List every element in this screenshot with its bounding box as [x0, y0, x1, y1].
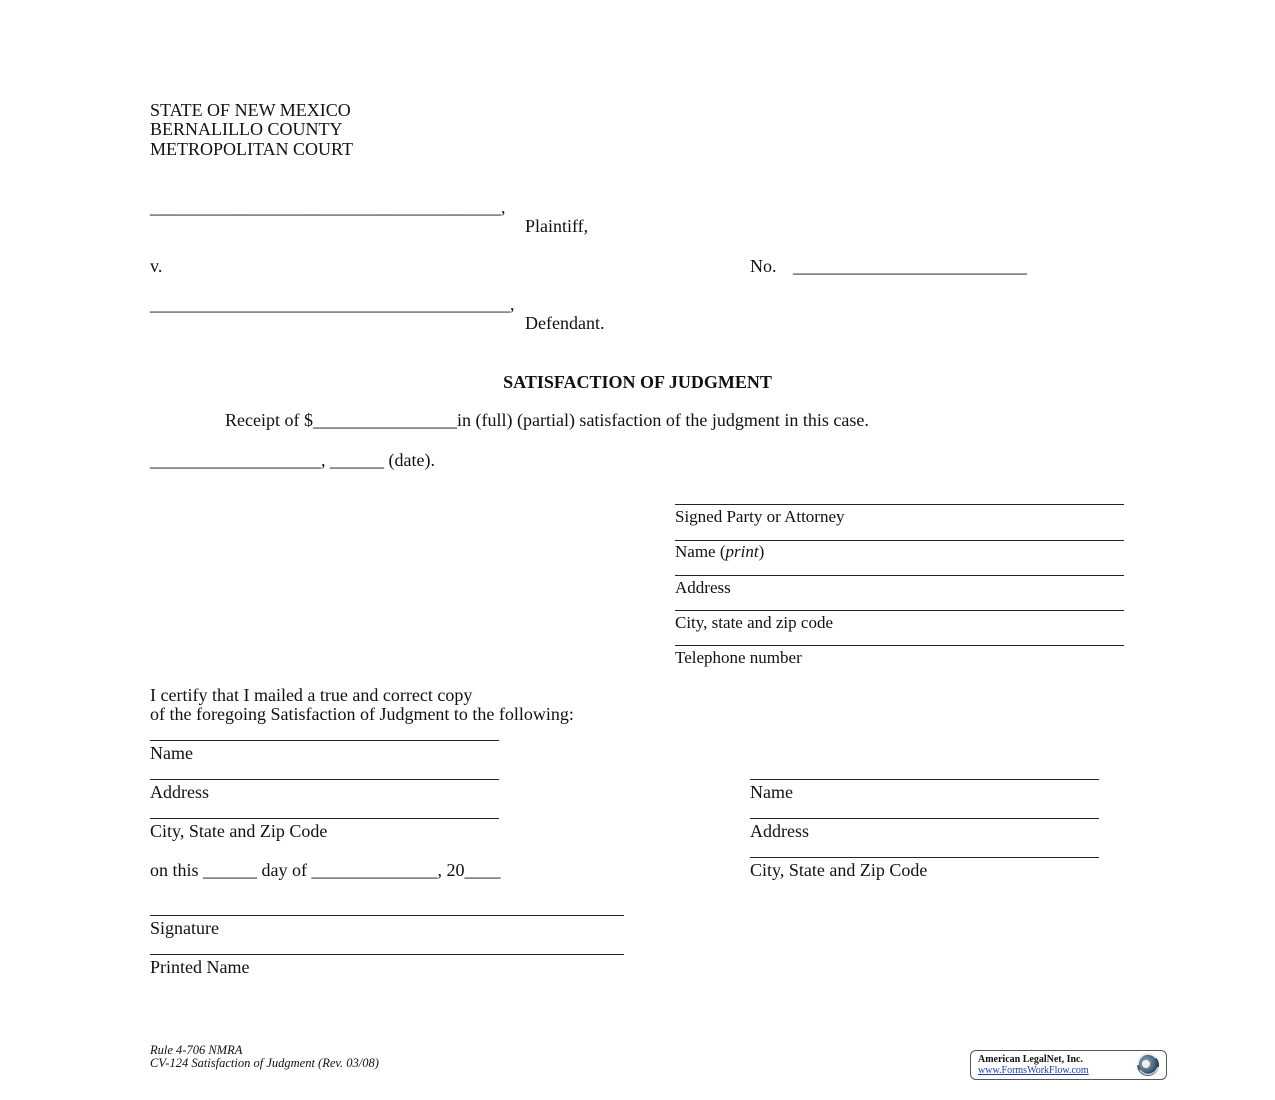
publisher-name: American LegalNet, Inc.: [978, 1054, 1083, 1065]
versus-label: v.: [150, 256, 163, 276]
certifier-signature-label: Signature: [150, 918, 219, 938]
print-name-label-suffix: ): [758, 542, 765, 561]
recipient1-city-line[interactable]: [150, 818, 499, 819]
certificate-line-2: of the foregoing Satisfaction of Judgment to the following:: [150, 704, 574, 724]
receipt-date-line[interactable]: ___________________, ______ (date).: [150, 450, 435, 470]
mailing-date-line[interactable]: on this ______ day of ______________, 20____: [150, 860, 501, 880]
recipient1-name-label: Name: [150, 743, 193, 763]
signed-party-line[interactable]: [675, 504, 1124, 505]
document-title: SATISFACTION OF JUDGMENT: [503, 372, 772, 392]
court-state: STATE OF NEW MEXICO: [150, 100, 351, 120]
recipient2-city-label: City, State and Zip Code: [750, 860, 928, 880]
court-name: METROPOLITAN COURT: [150, 139, 353, 159]
print-name-label-italic: print: [725, 542, 759, 561]
receipt-amount-field[interactable]: ________________: [312, 410, 457, 430]
recipient2-name-line[interactable]: [750, 779, 1099, 780]
court-county: BERNALILLO COUNTY: [150, 119, 343, 139]
signer-phone-line[interactable]: [675, 645, 1124, 646]
publisher-link[interactable]: www.FormsWorkFlow.com: [978, 1065, 1089, 1076]
print-name-label-prefix: Name (: [675, 542, 726, 561]
footer-form-id: CV-124 Satisfaction of Judgment (Rev. 03/08): [150, 1056, 379, 1070]
print-name-line[interactable]: [675, 540, 1124, 541]
plaintiff-label: Plaintiff,: [525, 216, 589, 236]
receipt-prefix: Receipt of $: [225, 410, 313, 430]
recipient1-address-line[interactable]: [150, 779, 499, 780]
certifier-printed-name-line[interactable]: [150, 954, 624, 955]
recipient2-name-label: Name: [750, 782, 793, 802]
case-number-label: No.: [750, 256, 777, 276]
defendant-blank[interactable]: ________________________________________,: [150, 294, 515, 314]
signed-party-label: Signed Party or Attorney: [675, 507, 845, 526]
recipient1-city-label: City, State and Zip Code: [150, 821, 328, 841]
receipt-statement: [225, 410, 869, 430]
defendant-label: Defendant.: [525, 313, 605, 333]
signer-city-label: City, state and zip code: [675, 613, 833, 632]
case-number-field[interactable]: __________________________: [793, 256, 1027, 276]
footer-rule: Rule 4-706 NMRA: [150, 1043, 243, 1057]
publisher-badge: [970, 1050, 1167, 1080]
recipient1-address-label: Address: [150, 782, 209, 802]
signer-address-line[interactable]: [675, 575, 1124, 576]
plaintiff-blank[interactable]: _______________________________________,: [150, 197, 506, 217]
signer-address-label: Address: [675, 578, 731, 597]
recipient2-city-line[interactable]: [750, 857, 1099, 858]
certifier-printed-name-label: Printed Name: [150, 957, 250, 977]
certificate-line-1: I certify that I mailed a true and correct copy: [150, 685, 473, 705]
globe-logo-icon: [1132, 1053, 1162, 1077]
recipient2-address-line[interactable]: [750, 818, 1099, 819]
recipient2-address-label: Address: [750, 821, 809, 841]
signer-phone-label: Telephone number: [675, 648, 802, 667]
receipt-suffix: in (full) (partial) satisfaction of the judgment in this case.: [456, 410, 869, 430]
recipient1-name-line[interactable]: [150, 740, 499, 741]
certifier-signature-line[interactable]: [150, 915, 624, 916]
signer-city-line[interactable]: [675, 610, 1124, 611]
print-name-label: [675, 542, 764, 561]
